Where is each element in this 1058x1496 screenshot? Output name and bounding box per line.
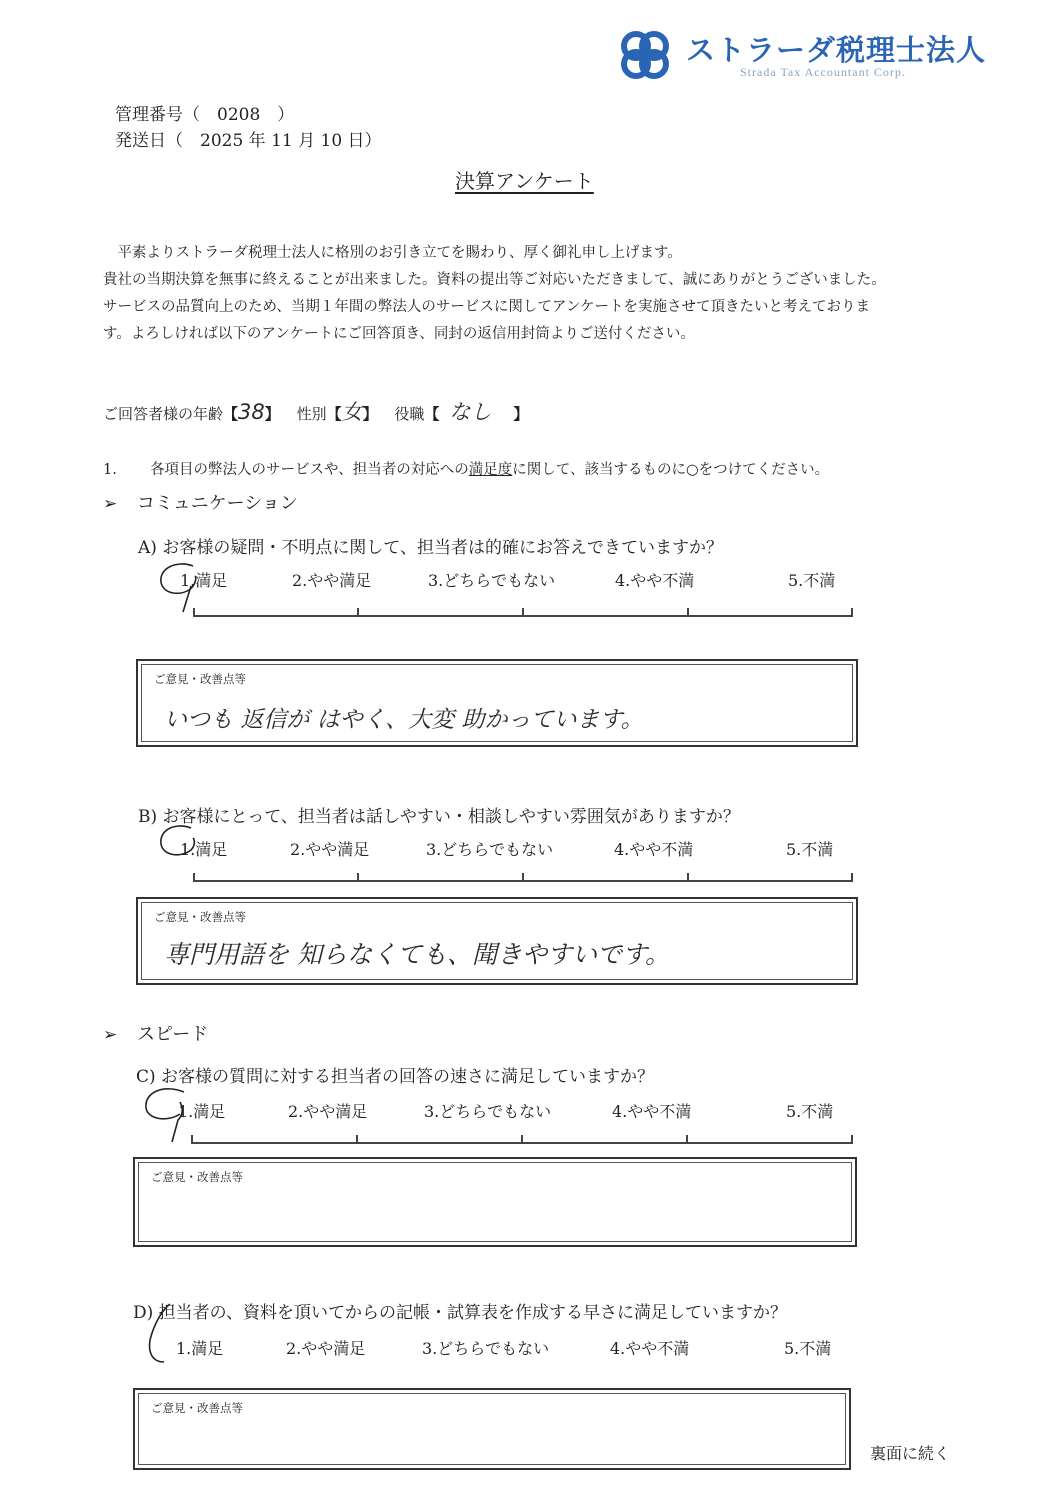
page-title: 決算アンケート <box>455 169 594 193</box>
comment-box-d[interactable] <box>133 1388 851 1470</box>
position-label: 役職 <box>394 405 425 423</box>
logo-mark-icon <box>616 26 674 84</box>
section-speed <box>103 1020 208 1046</box>
option-1[interactable]: 1.満足 <box>178 1102 226 1121</box>
intro-line: サービスの品質向上のため、当期１年間の弊法人のサービスに関してアンケートを実施させて頂きたいと考えておりま <box>103 299 871 315</box>
intro-line: 貴社の当期決算を無事に終えることが出来ました。資料の提出等ご対応いただきまして、誠にありがとうございました。 <box>103 272 886 288</box>
rating-scale <box>193 880 853 882</box>
option-5[interactable]: 5.不満 <box>784 1339 832 1358</box>
rating-scale <box>191 1142 853 1144</box>
option-3[interactable]: 3.どちらでもない <box>426 840 554 859</box>
age-value[interactable]: 38 <box>238 400 265 424</box>
option-2[interactable]: 2.やや満足 <box>290 840 370 859</box>
question-d-text: D) 担当者の、資料を頂いてからの記帳・試算表を作成する早さに満足していますか？ <box>133 1303 787 1323</box>
gender-bracket-open: 【 <box>326 405 342 423</box>
arrow-bullet-icon: ➢ <box>103 494 118 514</box>
option-5[interactable]: 5.不満 <box>786 840 834 859</box>
option-2[interactable]: 2.やや満足 <box>292 571 372 590</box>
question-1-instruction <box>103 458 829 479</box>
question-number: 1. <box>103 462 117 478</box>
comment-label: ご意見・改善点等 <box>154 672 246 686</box>
control-number: 管理番号（ 0208 ） <box>115 105 295 125</box>
intro-line: す。よろしければ以下のアンケートにご回答頂き、同封の返信用封筒よりご送付ください。 <box>103 326 695 342</box>
q1-text-before: 各項目の弊法人のサービスや、担当者の対応への <box>150 462 469 478</box>
age-label: ご回答者様の年齢 <box>103 405 224 423</box>
option-1[interactable]: 1.満足 <box>180 840 228 859</box>
option-4[interactable]: 4.やや不満 <box>614 840 694 859</box>
comment-answer: いつも 返信が はやく、大変 助かっています。 <box>164 707 644 733</box>
section-communication-label: コミュニケーション <box>136 493 298 514</box>
option-2[interactable]: 2.やや満足 <box>288 1102 368 1121</box>
option-4[interactable]: 4.やや不満 <box>615 571 695 590</box>
q1-text-after: に関して、該当するものに○をつけてください。 <box>512 462 830 478</box>
option-3[interactable]: 3.どちらでもない <box>422 1339 550 1358</box>
age-bracket-open: 【 <box>223 405 239 423</box>
question-b-text: B) お客様にとって、担当者は話しやすい・相談しやすい雰囲気がありますか？ <box>138 807 740 827</box>
comment-label: ご意見・改善点等 <box>151 1401 243 1415</box>
gender-bracket-close: 】 <box>362 405 378 423</box>
section-communication <box>103 489 298 515</box>
option-4[interactable]: 4.やや不満 <box>612 1102 692 1121</box>
comment-label: ご意見・改善点等 <box>154 910 246 924</box>
gender-value[interactable]: 女 <box>341 400 363 424</box>
selected-circle-mark <box>155 820 215 870</box>
selected-circle-mark <box>140 1080 210 1146</box>
send-date: 発送日（ 2025 年 11 月 10 日） <box>115 131 382 151</box>
option-5[interactable]: 5.不満 <box>786 1102 834 1121</box>
arrow-bullet-icon: ➢ <box>103 1025 118 1045</box>
option-3[interactable]: 3.どちらでもない <box>428 571 556 590</box>
option-1[interactable]: 1.満足 <box>180 571 228 590</box>
position-value[interactable]: なし <box>449 400 492 424</box>
selected-circle-mark <box>155 556 215 616</box>
option-5[interactable]: 5.不満 <box>788 571 836 590</box>
option-1[interactable]: 1.満足 <box>176 1339 224 1358</box>
gender-label: 性別 <box>296 405 327 423</box>
option-2[interactable]: 2.やや満足 <box>286 1339 366 1358</box>
intro-paragraph <box>103 240 886 348</box>
company-name-en: Strada Tax Accountant Corp. <box>740 65 906 79</box>
comment-box-b[interactable] <box>136 897 858 985</box>
comment-box-a[interactable] <box>136 659 858 747</box>
selected-circle-mark <box>140 1300 200 1370</box>
section-speed-label: スピード <box>136 1024 209 1045</box>
respondent-info <box>103 396 528 426</box>
rating-scale <box>193 615 853 617</box>
comment-answer: 専門用語を 知らなくても、聞きやすいです。 <box>164 940 670 969</box>
age-bracket-close: 】 <box>264 405 280 423</box>
option-4[interactable]: 4.やや不満 <box>610 1339 690 1358</box>
company-logo <box>612 22 987 84</box>
company-name: ストラーダ税理士法人 <box>686 33 987 67</box>
question-c-text: C) お客様の質問に対する担当者の回答の速さに満足していますか？ <box>136 1067 655 1087</box>
intro-line: 平素よりストラーダ税理士法人に格別のお引き立てを賜わり、厚く御礼申し上げます。 <box>103 245 682 261</box>
question-a-text: A) お客様の疑問・不明点に関して、担当者は的確にお答えできていますか？ <box>138 538 723 558</box>
comment-label: ご意見・改善点等 <box>151 1170 243 1184</box>
position-bracket-close: 】 <box>513 405 529 423</box>
position-bracket-open: 【 <box>424 405 440 423</box>
comment-box-c[interactable] <box>133 1157 857 1247</box>
q1-text-emphasis: 満足度 <box>468 462 513 478</box>
continue-on-back: 裏面に続く <box>870 1444 951 1463</box>
option-3[interactable]: 3.どちらでもない <box>424 1102 552 1121</box>
